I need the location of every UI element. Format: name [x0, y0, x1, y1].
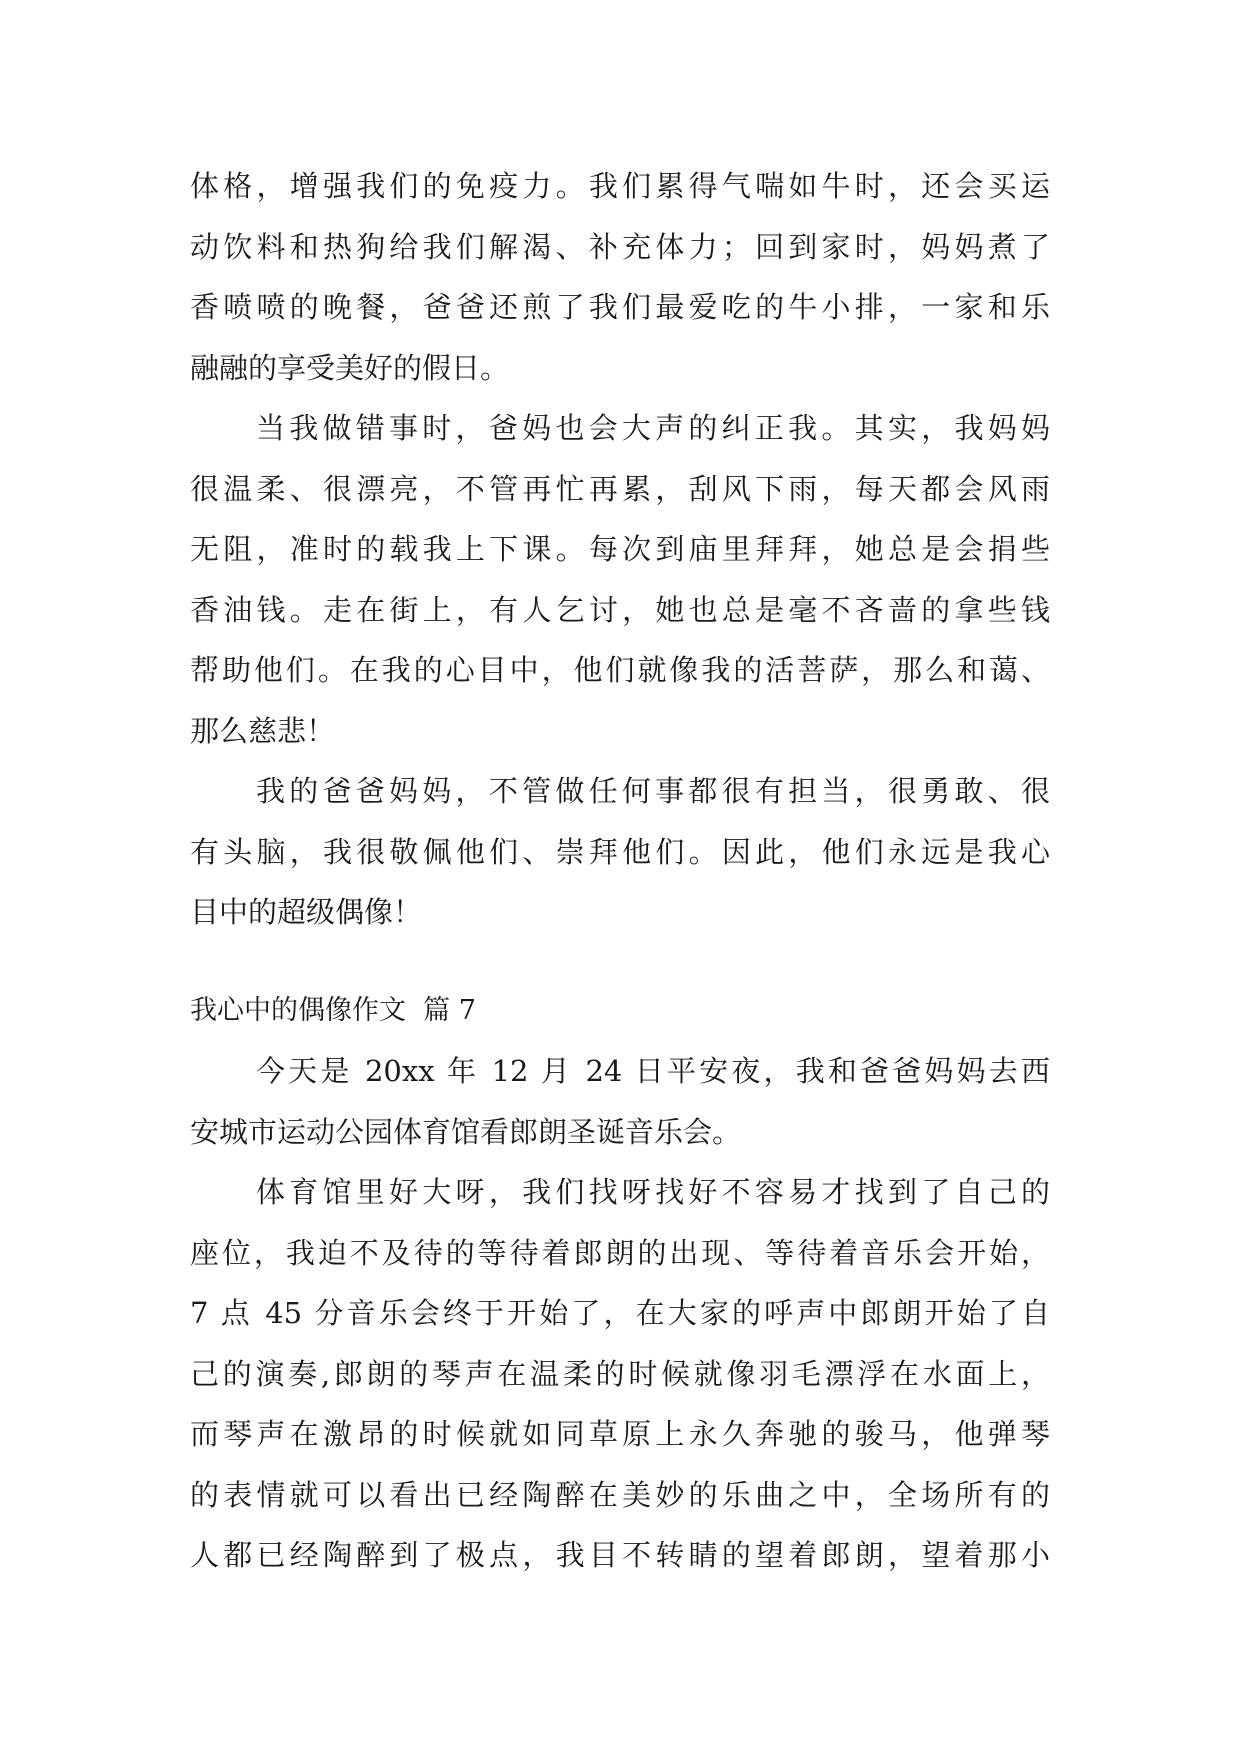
paragraph-line: 的表情就可以看出已经陶醉在美妙的乐曲之中，全场所有的	[190, 1477, 1050, 1512]
paragraph-line: 动饮料和热狗给我们解渴、补充体力；回到家时，妈妈煮了	[190, 229, 1050, 264]
paragraph-line: 座位，我迫不及待的等待着郎朗的出现、等待着音乐会开始，	[190, 1235, 1050, 1270]
paragraph-line: 融融的享受美好的假日。	[190, 350, 510, 385]
paragraph-line: 目中的超级偶像！	[190, 895, 423, 929]
section-spacer	[190, 943, 1050, 981]
paragraph-line: 7 点 45 分音乐会终于开始了，在大家的呼声中郎朗开始了自	[190, 1296, 1050, 1330]
paragraph-line: 香油钱。走在街上，有人乞讨，她也总是毫不吝啬的拿些钱	[190, 592, 1050, 627]
paragraph-line: 我的爸爸妈妈，不管做任何事都很有担当，很勇敢、很	[256, 774, 1050, 808]
paragraph-line: 帮助他们。在我的心目中，他们就像我的活菩萨，那么和蔼、	[190, 653, 1050, 687]
paragraph-line: 今天是 20xx 年 12 月 24 日平安夜，我和爸爸妈妈去西	[256, 1054, 1050, 1088]
paragraph-line: 无阻，准时的载我上下课。每次到庙里拜拜，她总是会捐些	[190, 532, 1050, 566]
section-heading: 我心中的偶像作文 篇 7	[190, 994, 476, 1026]
paragraph-line: 有头脑，我很敬佩他们、崇拜他们。因此，他们永远是我心	[190, 834, 1050, 869]
essay-body	[190, 156, 1050, 1586]
paragraph-1	[190, 156, 1050, 398]
paragraph-line: 体格，增强我们的免疫力。我们累得气喘如牛时，还会买运	[190, 169, 1050, 203]
paragraph-line: 人都已经陶醉到了极点，我目不转睛的望着郎朗，望着那小	[190, 1538, 1050, 1572]
paragraph-2	[190, 398, 1050, 761]
paragraph-line: 而琴声在激昂的时候就如同草原上永久奔驰的骏马，他弹琴	[190, 1417, 1050, 1451]
paragraph-line: 己的演奏,郎朗的琴声在温柔的时候就像羽毛漂浮在水面上，	[190, 1356, 1050, 1391]
paragraph-4	[190, 1041, 1050, 1162]
paragraph-line: 安城市运动公园体育馆看郎朗圣诞音乐会。	[190, 1114, 742, 1149]
paragraph-line: 很温柔、很漂亮，不管再忙再累，刮风下雨，每天都会风雨	[190, 471, 1050, 506]
paragraph-line: 当我做错事时，爸妈也会大声的纠正我。其实，我妈妈	[256, 411, 1050, 445]
paragraph-5	[190, 1162, 1050, 1586]
paragraph-3	[190, 761, 1050, 943]
paragraph-line: 体育馆里好大呀，我们找呀找好不容易才找到了自己的	[256, 1175, 1050, 1209]
paragraph-line: 香喷喷的晚餐，爸爸还煎了我们最爱吃的牛小排，一家和乐	[190, 290, 1050, 324]
paragraph-line: 那么慈悲！	[190, 713, 336, 748]
